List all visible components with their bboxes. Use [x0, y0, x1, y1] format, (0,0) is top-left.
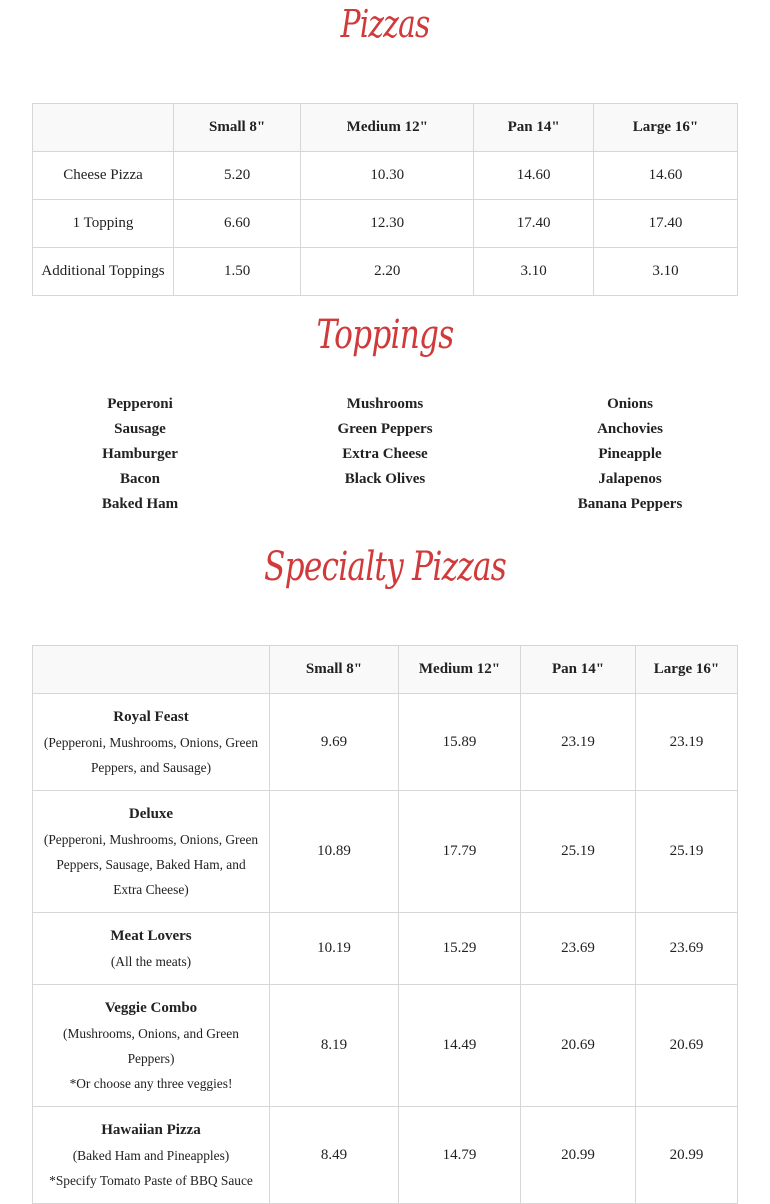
table-row: [33, 985, 738, 1107]
list-item: Banana Peppers: [577, 496, 683, 512]
list-item: Bacon: [119, 471, 160, 487]
price-cell: 20.69: [636, 985, 738, 1107]
pizza-name: Deluxe: [128, 806, 174, 822]
price-cell: 10.19: [270, 913, 399, 985]
size-header-medium: Medium 12": [301, 104, 474, 152]
price-cell: 23.19: [521, 694, 636, 791]
pizza-name: Hawaiian Pizza: [101, 1122, 201, 1138]
row-label: Additional Toppings: [33, 248, 174, 296]
price-cell: 10.30: [301, 152, 474, 200]
toppings-column-right: [510, 392, 750, 517]
table-row: [33, 791, 738, 913]
price-cell: 9.69: [270, 694, 399, 791]
price-cell: 14.60: [474, 152, 594, 200]
price-cell: 2.20: [301, 248, 474, 296]
specialty-pizza-table: [32, 645, 738, 1204]
price-cell: 15.89: [399, 694, 521, 791]
price-cell: 5.20: [174, 152, 301, 200]
list-item: Baked Ham: [101, 496, 179, 512]
price-cell: 1.50: [174, 248, 301, 296]
table-row: [33, 152, 738, 200]
price-cell: 20.99: [636, 1107, 738, 1204]
size-header-small: Small 8": [174, 104, 301, 152]
pizza-description-cell: [33, 985, 270, 1107]
table-row: [33, 913, 738, 985]
size-header-pan: Pan 14": [521, 646, 636, 694]
pizza-ingredients: (Mushrooms, Onions, and Green Peppers): [63, 1026, 239, 1066]
pizza-price-table: [32, 103, 738, 296]
toppings-heading: Toppings: [316, 312, 454, 358]
pizza-description-cell: [33, 913, 270, 985]
table-header-row: [33, 104, 738, 152]
price-cell: 23.19: [636, 694, 738, 791]
price-cell: 14.49: [399, 985, 521, 1107]
price-cell: 20.69: [521, 985, 636, 1107]
row-label: 1 Topping: [33, 200, 174, 248]
size-header-small: Small 8": [270, 646, 399, 694]
price-cell: 17.40: [474, 200, 594, 248]
price-cell: 23.69: [521, 913, 636, 985]
pizza-ingredients: (Pepperoni, Mushrooms, Onions, Green Peppers, Sausage, Baked Ham, and Extra Cheese): [43, 832, 259, 897]
pizza-description-cell: [33, 1107, 270, 1204]
pizza-ingredients: (Pepperoni, Mushrooms, Onions, Green Peppers, and Sausage): [43, 735, 259, 775]
price-cell: 8.49: [270, 1107, 399, 1204]
price-cell: 25.19: [521, 791, 636, 913]
price-cell: 17.40: [593, 200, 737, 248]
list-item: Onions: [607, 396, 653, 412]
toppings-column-meats: [20, 392, 260, 517]
list-item: Pineapple: [598, 446, 662, 462]
size-header-medium: Medium 12": [399, 646, 521, 694]
list-item: Jalapenos: [598, 471, 662, 487]
row-label: Cheese Pizza: [33, 152, 174, 200]
toppings-list: [0, 392, 770, 522]
price-cell: 20.99: [521, 1107, 636, 1204]
list-item: Green Peppers: [337, 421, 433, 437]
pizza-name: Meat Lovers: [110, 928, 192, 944]
pizza-ingredients: (All the meats): [110, 954, 192, 969]
specialty-pizzas-heading: Specialty Pizzas: [264, 544, 506, 590]
price-cell: 15.29: [399, 913, 521, 985]
table-row: [33, 694, 738, 791]
size-header-large: Large 16": [593, 104, 737, 152]
table-row: [33, 1107, 738, 1204]
table-header-row: [33, 646, 738, 694]
price-cell: 25.19: [636, 791, 738, 913]
list-item: Extra Cheese: [342, 446, 428, 462]
price-cell: 3.10: [474, 248, 594, 296]
price-cell: 3.10: [593, 248, 737, 296]
price-cell: 17.79: [399, 791, 521, 913]
list-item: Sausage: [114, 421, 166, 437]
table-row: [33, 200, 738, 248]
list-item: Hamburger: [102, 446, 178, 462]
size-header-pan: Pan 14": [474, 104, 594, 152]
price-cell: 12.30: [301, 200, 474, 248]
pizza-ingredients: (Baked Ham and Pineapples): [72, 1148, 230, 1163]
price-cell: 14.60: [593, 152, 737, 200]
table-row: [33, 248, 738, 296]
pizza-name: Veggie Combo: [104, 1000, 198, 1016]
list-item: Black Olives: [344, 471, 426, 487]
price-cell: 23.69: [636, 913, 738, 985]
toppings-column-middle: [265, 392, 505, 492]
price-cell: 6.60: [174, 200, 301, 248]
pizza-name: Royal Feast: [113, 709, 189, 725]
corner-cell: [33, 646, 270, 694]
size-header-large: Large 16": [636, 646, 738, 694]
list-item: Mushrooms: [346, 396, 424, 412]
corner-cell: [33, 104, 174, 152]
pizza-note: *Specify Tomato Paste of BBQ Sauce: [49, 1173, 253, 1188]
price-cell: 14.79: [399, 1107, 521, 1204]
pizza-note: *Or choose any three veggies!: [69, 1076, 233, 1091]
list-item: Anchovies: [597, 421, 663, 437]
pizza-description-cell: [33, 694, 270, 791]
pizzas-heading: Pizzas: [340, 2, 430, 46]
pizza-description-cell: [33, 791, 270, 913]
list-item: Pepperoni: [107, 396, 173, 412]
price-cell: 8.19: [270, 985, 399, 1107]
price-cell: 10.89: [270, 791, 399, 913]
